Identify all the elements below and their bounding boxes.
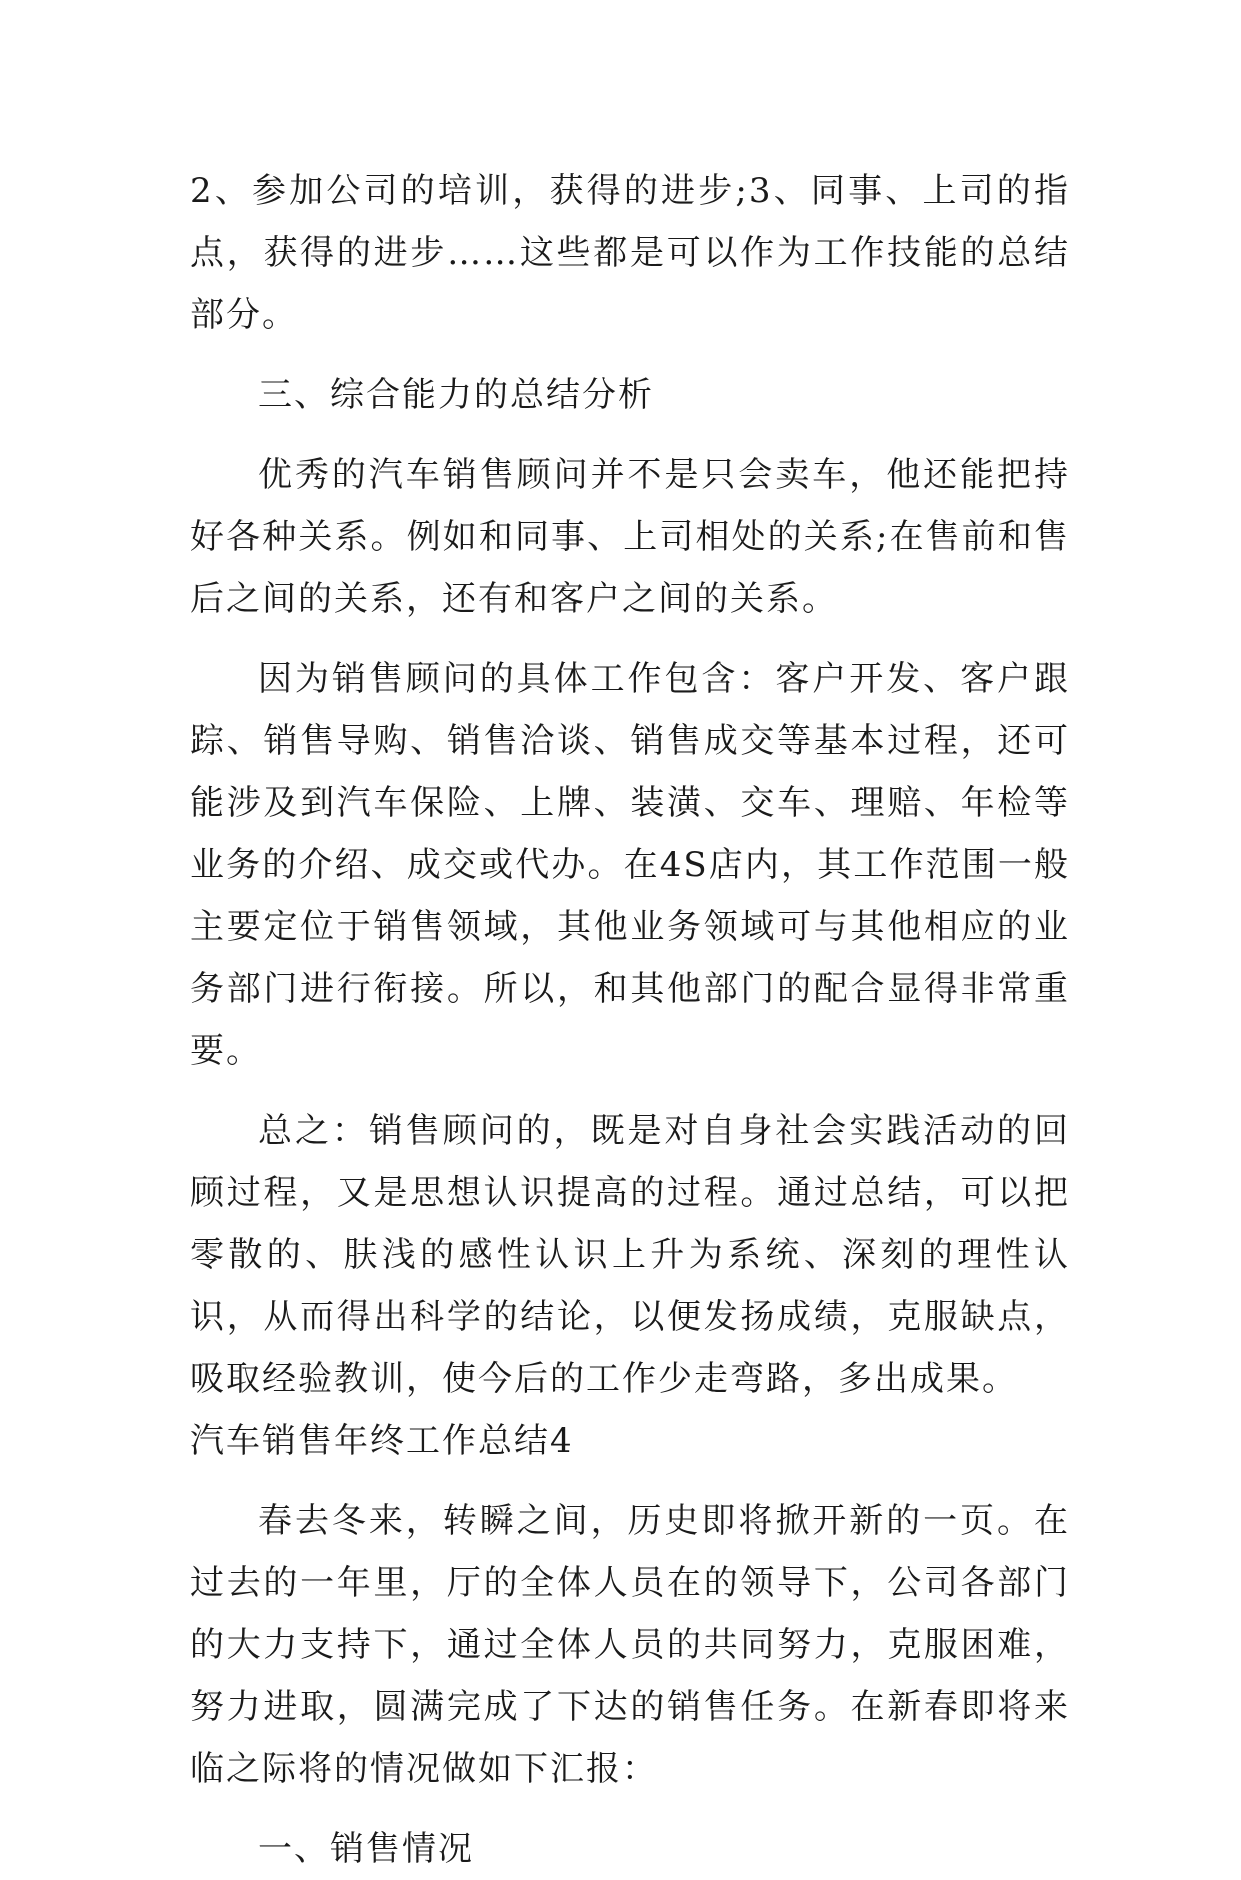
paragraph-relationships: 优秀的汽车销售顾问并不是只会卖车，他还能把持好各种关系。例如和同事、上司相处的关系;在售前和售后之间的关系，还有和客户之间的关系。 [190, 455, 1070, 619]
paragraph-conclusion: 总之：销售顾问的，既是对自身社会实践活动的回顾过程，又是思想认识提高的过程。通过总结，可以把零散的、肤浅的感性认识上升为系统、深刻的理性认识，从而得出科学的结论，以便发扬成绩，克服缺点，吸取经验教训，使今后的工作少走弯路，多出成果。 [190, 1111, 1070, 1399]
paragraph-year-review: 春去冬来，转瞬之间，历史即将掀开新的一页。在过去的一年里，厅的全体人员在的领导下，公司各部门的大力支持下，通过全体人员的共同努力，克服困难，努力进取，圆满完成了下达的销售任务。在新春即将来临之际将的情况做如下汇报： [190, 1501, 1070, 1789]
section-heading-comprehensive-ability: 三、综合能力的总结分析 [258, 375, 654, 415]
paragraph-job-scope: 因为销售顾问的具体工作包含：客户开发、客户跟踪、销售导购、销售洽谈、销售成交等基本过程，还可能涉及到汽车保险、上牌、装潢、交车、理赔、年检等业务的介绍、成交或代办。在4S店内，其工作范围一般主要定位于销售领域，其他业务领域可与其他相应的业务部门进行衔接。所以，和其他部门的配合显得非常重要。 [190, 659, 1070, 1071]
document-body [190, 160, 1070, 1880]
section-heading-sales-situation: 一、销售情况 [258, 1829, 474, 1869]
paragraph-training-progress: 2、参加公司的培训，获得的进步;3、同事、上司的指点，获得的进步……这些都是可以作为工作技能的总结部分。 [190, 171, 1070, 335]
document-title-summary-4: 汽车销售年终工作总结4 [190, 1421, 574, 1461]
